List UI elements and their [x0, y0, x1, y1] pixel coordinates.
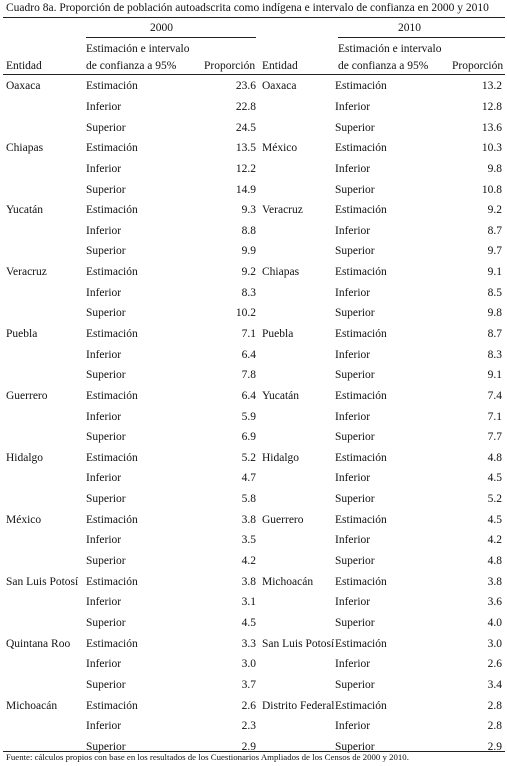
interval-label-2010-cell: Estimación: [335, 637, 387, 650]
interval-label-2000-cell: Estimación: [86, 637, 138, 650]
proporcion-2000-cell: 7.1: [241, 328, 256, 340]
interval-label-2010-cell: Inferior: [335, 410, 371, 423]
table-row: [3, 386, 505, 407]
table-row: [3, 179, 505, 200]
interval-label-2010-cell: Inferior: [335, 658, 371, 671]
table-row: [3, 200, 505, 221]
entidad-2010-cell: [259, 427, 335, 448]
interval-label-2010-cell: Superior: [335, 307, 375, 320]
estimacion-header-2000: [86, 43, 189, 73]
proporcion-2010-cell: 4.5: [487, 513, 502, 526]
interval-label-2000-cell: Estimación: [86, 142, 138, 155]
entidad-2010-cell: [259, 117, 335, 138]
proporcion-2000-cell: 3.8: [241, 575, 256, 588]
interval-label-2000-cell: Estimación: [86, 451, 138, 464]
proporcion-2010-cell: 2.8: [487, 720, 502, 733]
estimacion-header-line2: de confianza a 95%: [338, 60, 429, 72]
interval-label-2010-cell: Superior: [335, 678, 375, 691]
entidad-2000-cell: [3, 530, 86, 551]
interval-label-2010-cell: Estimación: [335, 328, 387, 340]
interval-label-2010-cell: Estimación: [335, 266, 387, 279]
proporcion-2010-cell: 3.0: [487, 637, 502, 650]
proporcion-2010-cell: 4.0: [487, 616, 502, 629]
proporcion-2000-cell: 4.5: [241, 616, 256, 629]
proporcion-2000-cell: 6.9: [241, 431, 256, 444]
interval-label-2010-cell: Estimación: [335, 699, 387, 712]
table-row: [3, 468, 505, 489]
interval-label-2000-cell: Superior: [86, 307, 126, 320]
proporcion-2010-cell: 3.4: [487, 678, 502, 691]
proporcion-2000-cell: 8.3: [241, 286, 256, 299]
proporcion-2000-cell: 22.8: [235, 100, 256, 113]
entidad-2010-cell: Guerrero: [262, 513, 304, 526]
interval-label-2000-cell: Superior: [86, 555, 126, 568]
entidad-2000-cell: [3, 97, 86, 118]
proporcion-2010-cell: 12.8: [481, 100, 502, 113]
proporcion-2010-cell: 3.8: [487, 575, 502, 588]
entidad-2010-cell: Yucatán: [262, 389, 300, 402]
proporcion-2000-cell: 9.9: [241, 245, 256, 258]
table-row: [3, 282, 505, 303]
entidad-2000-cell: México: [6, 513, 42, 526]
table-body: [3, 76, 505, 757]
interval-label-2000-cell: Superior: [86, 678, 126, 691]
entidad-2000-cell: [3, 344, 86, 365]
entidad-2000-cell: Veracruz: [6, 266, 47, 279]
entidad-2010-cell: Hidalgo: [262, 451, 300, 464]
data-table: [3, 76, 505, 757]
interval-label-2010-cell: Inferior: [335, 162, 371, 175]
table-row: [3, 97, 505, 118]
table-row: [3, 262, 505, 283]
proporcion-2000-cell: 3.3: [241, 637, 256, 650]
interval-label-2010-cell: Estimación: [335, 142, 387, 155]
interval-label-2010-cell: Estimación: [335, 451, 387, 464]
proporcion-header-2000: Proporción: [204, 60, 256, 72]
entidad-2010-cell: [259, 365, 335, 386]
proporcion-2010-cell: 7.4: [487, 389, 502, 402]
interval-label-2010-cell: Superior: [335, 740, 375, 753]
interval-label-2000-cell: Inferior: [86, 534, 122, 547]
entidad-2010-cell: [259, 551, 335, 572]
interval-label-2000-cell: Estimación: [86, 80, 138, 93]
proporcion-2000-cell: 3.5: [241, 534, 256, 547]
year-2010-underline: [338, 37, 505, 38]
table-row: [3, 427, 505, 448]
table-row: [3, 716, 505, 737]
table-row: [3, 551, 505, 572]
entidad-2000-cell: Oaxaca: [6, 80, 41, 93]
table-row: [3, 159, 505, 180]
interval-label-2010-cell: Inferior: [335, 472, 371, 485]
header-rule: [3, 74, 505, 75]
entidad-2000-cell: [3, 551, 86, 572]
interval-label-2000-cell: Inferior: [86, 100, 122, 113]
proporcion-2000-cell: 2.9: [241, 740, 256, 753]
proporcion-2010-cell: 4.5: [487, 472, 502, 485]
estimacion-header-line1: Estimación e intervalo: [86, 43, 190, 55]
proporcion-2010-cell: 8.5: [487, 286, 502, 299]
entidad-2000-cell: [3, 716, 86, 737]
entidad-header-2010: Entidad: [262, 60, 298, 72]
proporcion-2000-cell: 7.8: [241, 369, 256, 382]
interval-label-2000-cell: Superior: [86, 616, 126, 629]
estimacion-header-line1: Estimación e intervalo: [338, 43, 442, 55]
proporcion-2010-cell: 3.6: [487, 596, 502, 609]
proporcion-2000-cell: 3.1: [241, 596, 256, 609]
entidad-2000-cell: [3, 613, 86, 634]
proporcion-2000-cell: 14.9: [235, 183, 256, 196]
interval-label-2010-cell: Superior: [335, 183, 375, 196]
entidad-2000-cell: [3, 282, 86, 303]
entidad-2010-cell: [259, 159, 335, 180]
table-row: [3, 76, 505, 97]
proporcion-2000-cell: 6.4: [241, 348, 256, 361]
proporcion-2010-cell: 4.2: [487, 534, 502, 547]
proporcion-2000-cell: 13.5: [235, 142, 256, 155]
proporcion-2000-cell: 8.8: [241, 224, 256, 237]
table-row: [3, 220, 505, 241]
interval-label-2010-cell: Superior: [335, 555, 375, 568]
interval-label-2010-cell: Superior: [335, 616, 375, 629]
interval-label-2010-cell: Inferior: [335, 286, 371, 299]
table-row: [3, 571, 505, 592]
proporcion-2010-cell: 9.1: [487, 266, 502, 279]
proporcion-2010-cell: 2.8: [487, 699, 502, 712]
entidad-2010-cell: Oaxaca: [262, 80, 297, 93]
interval-label-2010-cell: Inferior: [335, 534, 371, 547]
entidad-2000-cell: Michoacán: [6, 699, 58, 712]
interval-label-2000-cell: Inferior: [86, 658, 122, 671]
entidad-2000-cell: [3, 592, 86, 613]
entidad-2010-cell: [259, 716, 335, 737]
entidad-2000-cell: [3, 675, 86, 696]
source-note: Fuente: cálculos propios con base en los resultados de los Cuestionarios Ampliados de los Censos de 2000 y 2010.: [6, 752, 409, 762]
interval-label-2000-cell: Estimación: [86, 513, 138, 526]
entidad-2000-cell: Chiapas: [6, 142, 44, 155]
table-row: [3, 530, 505, 551]
estimacion-header-line2: de confianza a 95%: [86, 60, 177, 72]
entidad-2010-cell: Distrito Federal: [262, 699, 335, 712]
proporcion-2010-cell: 5.2: [487, 493, 502, 506]
proporcion-2010-cell: 7.7: [487, 431, 502, 444]
proporcion-2010-cell: 10.3: [481, 142, 502, 155]
interval-label-2000-cell: Inferior: [86, 286, 122, 299]
proporcion-2000-cell: 5.2: [241, 451, 256, 464]
entidad-2000-cell: [3, 468, 86, 489]
proporcion-2000-cell: 5.9: [241, 410, 256, 423]
interval-label-2000-cell: Estimación: [86, 266, 138, 279]
interval-label-2000-cell: Inferior: [86, 472, 122, 485]
entidad-2000-cell: [3, 427, 86, 448]
interval-label-2000-cell: Estimación: [86, 699, 138, 712]
interval-label-2000-cell: Inferior: [86, 410, 122, 423]
entidad-2010-cell: [259, 282, 335, 303]
interval-label-2000-cell: Superior: [86, 183, 126, 196]
table-row: [3, 365, 505, 386]
proporcion-2010-cell: 4.8: [487, 451, 502, 464]
interval-label-2010-cell: Superior: [335, 493, 375, 506]
proporcion-2000-cell: 3.8: [241, 513, 256, 526]
proporcion-2000-cell: 5.8: [241, 493, 256, 506]
interval-label-2010-cell: Inferior: [335, 224, 371, 237]
proporcion-2010-cell: 9.7: [487, 245, 502, 258]
entidad-2010-cell: [259, 468, 335, 489]
interval-label-2000-cell: Superior: [86, 121, 126, 134]
entidad-2010-cell: [259, 303, 335, 324]
interval-label-2000-cell: Inferior: [86, 224, 122, 237]
interval-label-2000-cell: Estimación: [86, 575, 138, 588]
entidad-2010-cell: [259, 613, 335, 634]
entidad-header-2000: Entidad: [6, 60, 42, 72]
interval-label-2010-cell: Estimación: [335, 575, 387, 588]
entidad-2010-cell: [259, 675, 335, 696]
entidad-2000-cell: Yucatán: [6, 204, 44, 217]
proporcion-2000-cell: 10.2: [235, 307, 256, 320]
interval-label-2010-cell: Inferior: [335, 348, 371, 361]
entidad-2000-cell: [3, 489, 86, 510]
table-title: Cuadro 8a. Proporción de población autoadscrita como indígena e intervalo de confianza en 2000 y 2010: [6, 2, 489, 14]
proporcion-2000-cell: 9.2: [241, 266, 256, 279]
proporcion-2010-cell: 8.7: [487, 328, 502, 340]
estimacion-header-2010: [338, 43, 441, 73]
table-row: [3, 654, 505, 675]
entidad-2010-cell: Chiapas: [262, 266, 300, 279]
table-row: [3, 117, 505, 138]
entidad-2010-cell: [259, 592, 335, 613]
entidad-2010-cell: [259, 530, 335, 551]
entidad-2000-cell: Guerrero: [6, 389, 48, 402]
interval-label-2010-cell: Estimación: [335, 389, 387, 402]
interval-label-2000-cell: Superior: [86, 740, 126, 753]
proporcion-2000-cell: 4.7: [241, 472, 256, 485]
interval-label-2000-cell: Estimación: [86, 328, 138, 340]
entidad-2000-cell: [3, 179, 86, 200]
entidad-2000-cell: San Luis Potosí: [6, 575, 79, 588]
entidad-2000-cell: [3, 117, 86, 138]
entidad-2010-cell: Veracruz: [262, 204, 303, 217]
entidad-2000-cell: Puebla: [6, 328, 38, 340]
table-row: [3, 448, 505, 469]
interval-label-2000-cell: Superior: [86, 369, 126, 382]
proporcion-header-2010: Proporción: [452, 60, 504, 72]
table-row: [3, 406, 505, 427]
table-row: [3, 675, 505, 696]
proporcion-2010-cell: 9.2: [487, 204, 502, 217]
interval-label-2000-cell: Estimación: [86, 389, 138, 402]
table-row: [3, 695, 505, 716]
proporcion-2010-cell: 7.1: [487, 410, 502, 423]
proporcion-2000-cell: 24.5: [235, 121, 256, 134]
entidad-2000-cell: [3, 406, 86, 427]
interval-label-2010-cell: Inferior: [335, 100, 371, 113]
table-row: [3, 613, 505, 634]
proporcion-2010-cell: 9.8: [487, 162, 502, 175]
proporcion-2010-cell: 13.2: [481, 80, 502, 93]
entidad-2010-cell: San Luis Potosí: [262, 637, 335, 650]
table-row: [3, 303, 505, 324]
entidad-2000-cell: Quintana Roo: [6, 637, 71, 650]
proporcion-2000-cell: 2.6: [241, 699, 256, 712]
entidad-2000-cell: [3, 241, 86, 262]
entidad-2010-cell: México: [262, 142, 298, 155]
proporcion-2000-cell: 23.6: [235, 80, 256, 93]
interval-label-2010-cell: Estimación: [335, 80, 387, 93]
proporcion-2000-cell: 3.7: [241, 678, 256, 691]
proporcion-2000-cell: 9.3: [241, 204, 256, 217]
entidad-2000-cell: [3, 220, 86, 241]
table-row: [3, 489, 505, 510]
table-row: [3, 633, 505, 654]
interval-label-2010-cell: Estimación: [335, 204, 387, 217]
entidad-2000-cell: [3, 365, 86, 386]
interval-label-2000-cell: Inferior: [86, 720, 122, 733]
table-row: [3, 509, 505, 530]
interval-label-2000-cell: Estimación: [86, 204, 138, 217]
interval-label-2000-cell: Superior: [86, 493, 126, 506]
proporcion-2000-cell: 12.2: [235, 162, 256, 175]
proporcion-2000-cell: 2.3: [241, 720, 256, 733]
table-row: [3, 324, 505, 345]
proporcion-2010-cell: 8.7: [487, 224, 502, 237]
proporcion-2010-cell: 4.8: [487, 555, 502, 568]
interval-label-2010-cell: Superior: [335, 431, 375, 444]
proporcion-2010-cell: 13.6: [481, 121, 502, 134]
entidad-2010-cell: [259, 241, 335, 262]
interval-label-2000-cell: Superior: [86, 431, 126, 444]
table-row: [3, 138, 505, 159]
entidad-2000-cell: [3, 159, 86, 180]
entidad-2000-cell: Hidalgo: [6, 451, 44, 464]
top-rule: [3, 17, 505, 18]
interval-label-2010-cell: Estimación: [335, 513, 387, 526]
interval-label-2010-cell: Superior: [335, 245, 375, 258]
table-row: [3, 241, 505, 262]
proporcion-2010-cell: 2.9: [487, 740, 502, 753]
interval-label-2000-cell: Inferior: [86, 348, 122, 361]
year-2010-header: 2010: [398, 22, 421, 34]
entidad-2010-cell: [259, 344, 335, 365]
proporcion-2000-cell: 6.4: [241, 389, 256, 402]
entidad-2010-cell: [259, 654, 335, 675]
interval-label-2010-cell: Inferior: [335, 596, 371, 609]
entidad-2010-cell: [259, 406, 335, 427]
year-2000-header: 2000: [150, 22, 173, 34]
entidad-2000-cell: [3, 303, 86, 324]
proporcion-2010-cell: 10.8: [481, 183, 502, 196]
interval-label-2010-cell: Superior: [335, 121, 375, 134]
proporcion-2000-cell: 4.2: [241, 555, 256, 568]
entidad-2010-cell: [259, 489, 335, 510]
proporcion-2000-cell: 3.0: [241, 658, 256, 671]
interval-label-2000-cell: Inferior: [86, 162, 122, 175]
year-2000-underline: [86, 37, 256, 38]
entidad-2010-cell: Michoacán: [262, 575, 314, 588]
entidad-2000-cell: [3, 654, 86, 675]
proporcion-2010-cell: 2.6: [487, 658, 502, 671]
proporcion-2010-cell: 8.3: [487, 348, 502, 361]
interval-label-2000-cell: Inferior: [86, 596, 122, 609]
interval-label-2010-cell: Superior: [335, 369, 375, 382]
table-row: [3, 592, 505, 613]
entidad-2010-cell: Puebla: [262, 328, 294, 340]
interval-label-2010-cell: Inferior: [335, 720, 371, 733]
entidad-2010-cell: [259, 220, 335, 241]
interval-label-2000-cell: Superior: [86, 245, 126, 258]
entidad-2010-cell: [259, 179, 335, 200]
entidad-2010-cell: [259, 97, 335, 118]
proporcion-2010-cell: 9.8: [487, 307, 502, 320]
table-row: [3, 344, 505, 365]
proporcion-2010-cell: 9.1: [487, 369, 502, 382]
